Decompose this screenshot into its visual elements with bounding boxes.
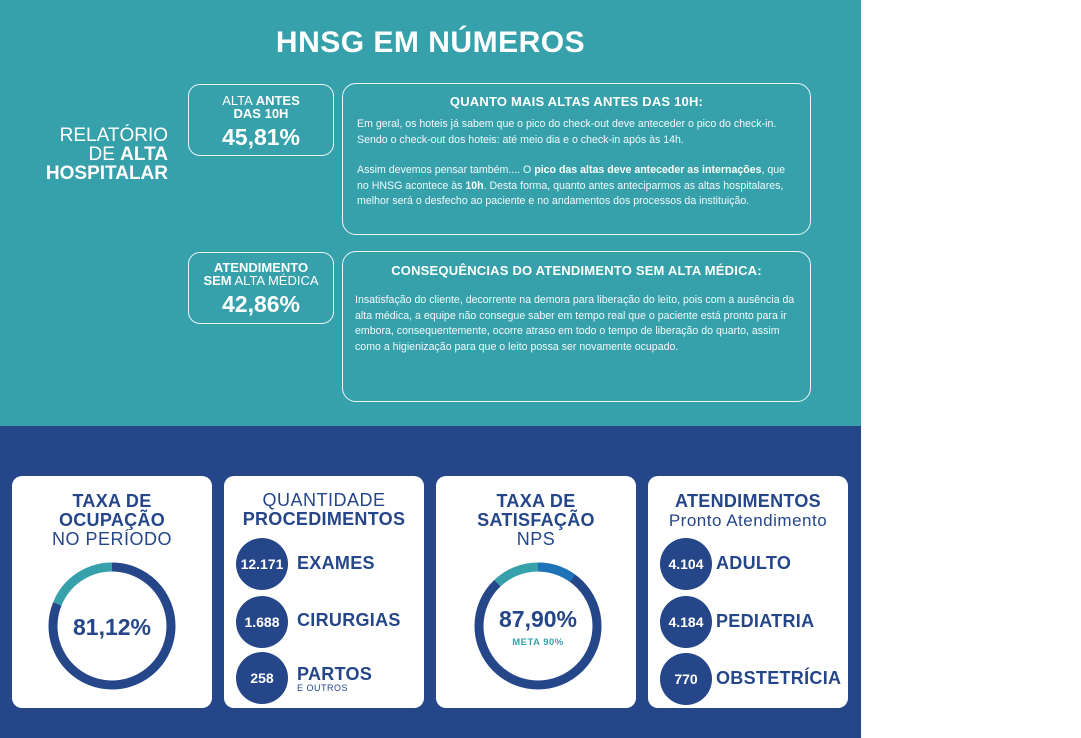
stat-value: 42,86% xyxy=(221,291,300,317)
page-title: HNSG EM NÚMEROS xyxy=(275,26,586,59)
count-badge: 770 xyxy=(660,653,712,705)
info-box-consequencias: CONSEQUÊNCIAS DO ATENDIMENTO SEM ALTA MÉDICA: Insatisfação do cliente, decorrente na demora para liberação do leito, pois com a ausência da alta médica, a equipe não consegue saber em tempo real que o paciente está pronto para ir embora, consequentemente, ocorre atraso em todo o tempo de liberação do quarto, assim como a higienização para que o leito possa ser novamente ocupado. xyxy=(342,251,811,402)
procedure-sublabel: E OUTROS xyxy=(297,683,349,693)
service-label: ADULTO xyxy=(716,553,792,573)
count-badge: 4.104 xyxy=(660,538,712,590)
nps-value: 87,90% xyxy=(498,606,577,632)
nps-gauge xyxy=(436,476,636,708)
nps-meta: META 90% xyxy=(512,637,564,648)
card-taxa-ocupacao: TAXA DE OCUPAÇÃO NO PERÍODO 81,12% xyxy=(12,476,212,708)
stat-alta-antes-10h: ALTA ANTES DAS 10H 45,81% xyxy=(188,84,334,156)
count-badge: 4.184 xyxy=(660,596,712,648)
service-label: OBSTETRÍCIA xyxy=(716,668,842,688)
info-heading: QUANTO MAIS ALTAS ANTES DAS 10H: xyxy=(449,94,704,109)
info-heading: CONSEQUÊNCIAS DO ATENDIMENTO SEM ALTA MÉDICA: xyxy=(391,263,762,278)
occupancy-value: 81,12% xyxy=(72,614,151,640)
procedure-label: PARTOS xyxy=(297,664,373,684)
report-label: RELATÓRIO DE ALTA HOSPITALAR xyxy=(45,125,168,184)
count-badge: 258 xyxy=(236,652,288,704)
card-procedimentos: QUANTIDADE PROCEDIMENTOS 12.171 EXAMES 1.688 CIRURGIAS 258 PARTOS E OUTROS xyxy=(224,476,424,708)
card-taxa-satisfacao: TAXA DE SATISFAÇÃO NPS 87,90% META 90% xyxy=(436,476,636,708)
count-badge: 1.688 xyxy=(236,596,288,648)
stat-sem-alta-medica: ATENDIMENTO SEM ALTA MÉDICA 42,86% xyxy=(188,252,334,324)
procedure-label: CIRURGIAS xyxy=(297,610,401,630)
card-atendimentos: ATENDIMENTOS Pronto Atendimento 4.104 ADULTO 4.184 PEDIATRIA 770 OBSTETRÍCIA xyxy=(648,476,848,708)
stat-value: 45,81% xyxy=(221,124,300,150)
service-label: PEDIATRIA xyxy=(716,611,815,631)
count-badge: 12.171 xyxy=(236,538,288,590)
occupancy-gauge xyxy=(12,476,212,708)
procedure-label: EXAMES xyxy=(297,553,375,573)
info-box-altas-antes: QUANTO MAIS ALTAS ANTES DAS 10H: Em geral, os hoteis já sabem que o pico do check-out deve anteceder o pico do check-in. Sendo o check-out dos hoteis: até meio dia e o check-in após às 14h. Assim devemos pensar também.... O pico das altas deve anteceder as internações, que no HNSG acontece às 10h. Desta forma, quanto antes anteciparmos as altas hospitalares, melhor será o desfecho ao paciente e no andamentos dos processos da instituição. xyxy=(342,83,811,235)
